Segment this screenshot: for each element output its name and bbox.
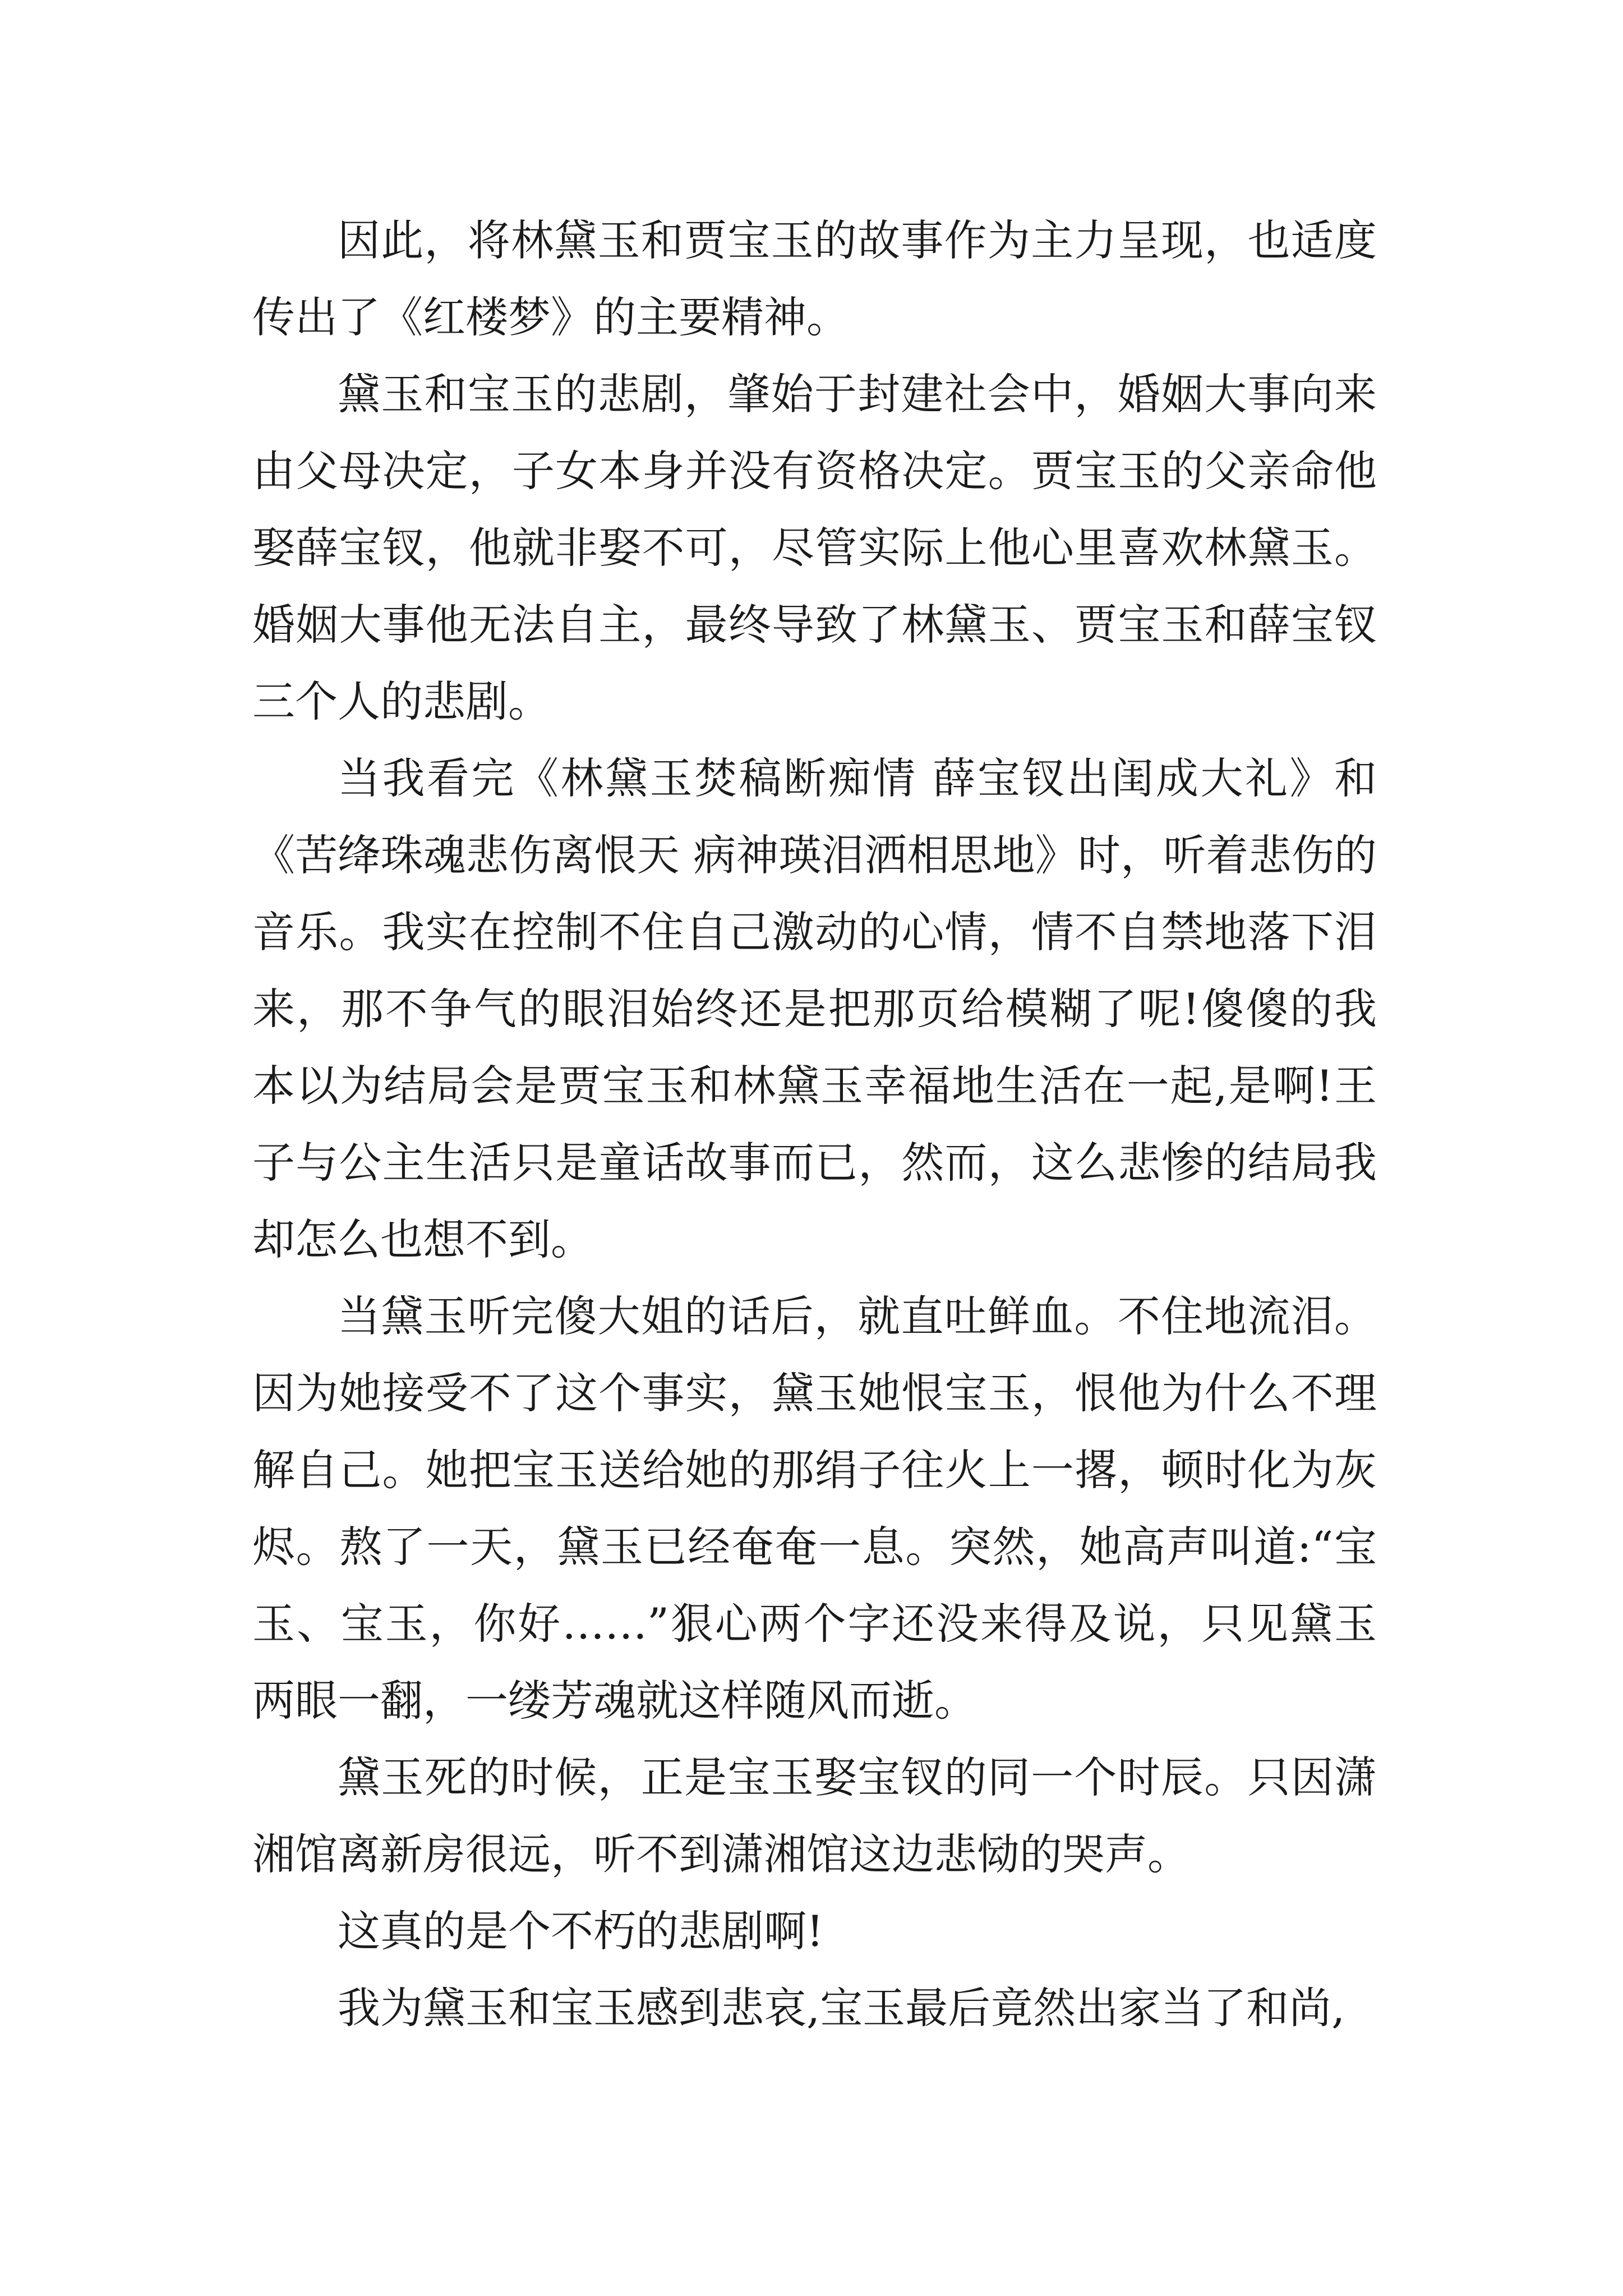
paragraph-4: 当黛玉听完傻大姐的话后，就直吐鲜血。不住地流泪。因为她接受不了这个事实，黛玉她恨宝玉，恨他为什么不理解自己。她把宝玉送给她的那绢子往火上一撂，顿时化为灰烬。熬了一天，黛玉已经奄奄一息。突然，她高声叫道:“宝玉、宝玉，你好……”狠心两个字还没来得及说，只见黛玉两眼一翻，一缕芳魂就这样随风而逝。 <box>252 1291 1377 1726</box>
paragraph-3: 当我看完《林黛玉焚稿断痴情 薛宝钗出闺成大礼》和《苦绛珠魂悲伤离恨天 病神瑛泪洒相思地》时，听着悲伤的音乐。我实在控制不住自己激动的心情，情不自禁地落下泪来，那不争气的眼泪始终还是把那页给模糊了呢!傻傻的我本以为结局会是贾宝玉和林黛玉幸福地生活在一起,是啊!王子与公主生活只是童话故事而已，然而，这么悲惨的结局我却怎么也想不到。 <box>252 753 1377 1264</box>
paragraph-7: 我为黛玉和宝玉感到悲哀,宝玉最后竟然出家当了和尚, <box>338 1983 1345 2033</box>
paragraph-2: 黛玉和宝玉的悲剧，肇始于封建社会中，婚姻大事向来由父母决定，子女本身并没有资格决定。贾宝玉的父亲命他娶薛宝钗，他就非娶不可，尽管实际上他心里喜欢林黛玉。婚姻大事他无法自主，最终导致了林黛玉、贾宝玉和薛宝钗三个人的悲剧。 <box>252 369 1377 726</box>
paragraph-1: 因此，将林黛玉和贾宝玉的故事作为主力呈现，也适度传出了《红楼梦》的主要精神。 <box>252 215 1377 342</box>
body-text <box>252 202 1377 2046</box>
paragraph-6: 这真的是个不朽的悲剧啊! <box>338 1906 824 1956</box>
paragraph-5: 黛玉死的时候，正是宝玉娶宝钗的同一个时辰。只因潇湘馆离新房很远，听不到潇湘馆这边悲恸的哭声。 <box>252 1752 1377 1879</box>
